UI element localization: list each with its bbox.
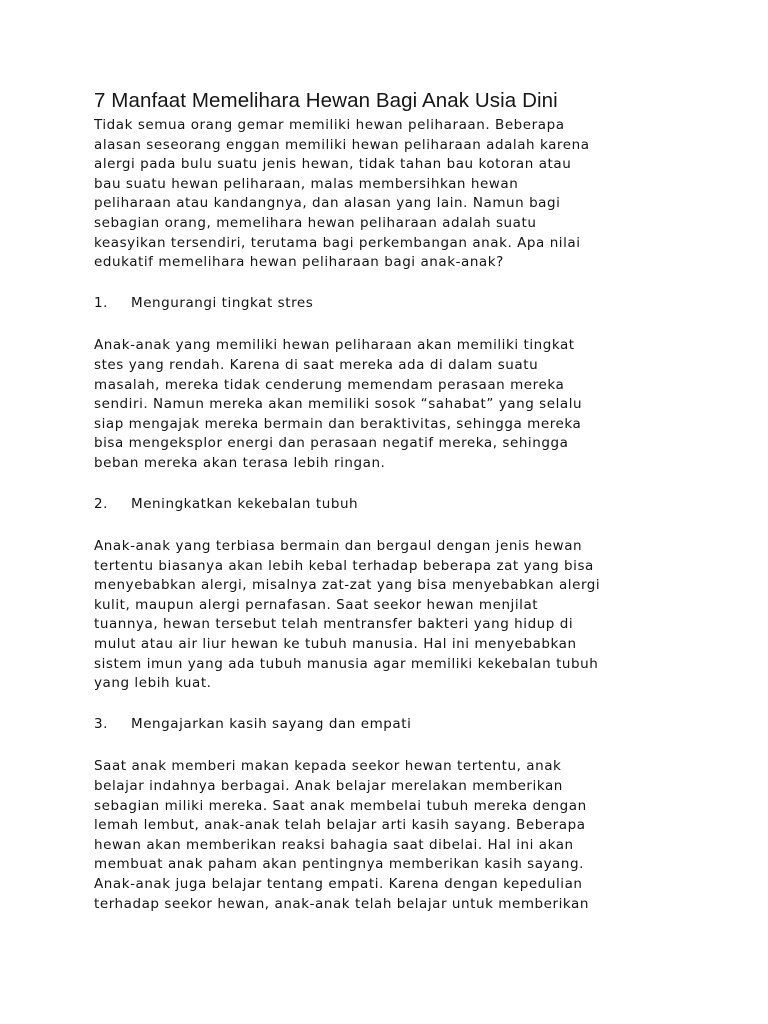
text-line: lemah lembut, anak-anak telah belajar arti kasih sayang. Beberapa: [94, 817, 586, 834]
text-line: sebagian orang, memelihara hewan peliharaan adalah suatu: [94, 214, 537, 231]
section-heading: [94, 294, 678, 314]
text-line: keasyikan tersendiri, terutama bagi perkembangan anak. Apa nilai: [94, 234, 581, 251]
section-heading-text: Mengajarkan kasih sayang dan empati: [131, 715, 412, 732]
text-line: kulit, maupun alergi pernafasan. Saat seekor hewan menjilat: [94, 596, 539, 613]
text-line: menyebabkan alergi, misalnya zat-zat yang bisa menyebabkan alergi: [94, 577, 601, 594]
text-line: bau suatu hewan peliharaan, malas membersihkan hewan: [94, 175, 519, 192]
text-line: sendiri. Namun mereka akan memiliki sosok “sahabat” yang selalu: [94, 396, 583, 413]
section-paragraph: [94, 757, 678, 914]
text-line: hewan akan memberikan reaksi bahagia saat dibelai. Hal ini akan: [94, 836, 574, 853]
section-number: 2.: [94, 495, 108, 512]
text-line: siap mengajak mereka bermain dan beraktivitas, sehingga mereka: [94, 415, 582, 432]
section-heading: [94, 495, 678, 515]
text-line: peliharaan atau kandangnya, dan alasan yang lain. Namun bagi: [94, 195, 561, 212]
text-line: belajar indahnya berbagai. Anak belajar merelakan memberikan: [94, 778, 563, 795]
section-heading: [94, 715, 678, 735]
text-line: Anak-anak yang memiliki hewan peliharaan akan memiliki tingkat: [94, 337, 575, 354]
text-line: Tidak semua orang gemar memiliki hewan peliharaan. Beberapa: [94, 117, 565, 133]
section-heading-text: Mengurangi tingkat stres: [131, 294, 314, 311]
text-line: bisa mengeksplor energi dan perasaan negatif mereka, sehingga: [94, 435, 569, 452]
text-line: mulut atau air liur hewan ke tubuh manusia. Hal ini menyebabkan: [94, 636, 577, 653]
text-line: edukatif memelihara hewan peliharaan bagi anak-anak?: [94, 254, 504, 271]
document-title: 7 Manfaat Memelihara Hewan Bagi Anak Usia Dini: [94, 89, 558, 112]
text-line: alasan seseorang enggan memiliki hewan peliharaan adalah karena: [94, 136, 590, 153]
text-line: beban mereka akan terasa lebih ringan.: [94, 454, 386, 471]
section-number: 3.: [94, 715, 108, 732]
intro-paragraph: [94, 116, 678, 273]
section-paragraph: [94, 537, 678, 694]
text-line: Saat anak memberi makan kepada seekor hewan tertentu, anak: [94, 758, 562, 775]
text-line: sistem imun yang ada tubuh manusia agar memiliki kekebalan tubuh: [94, 655, 599, 672]
text-line: masalah, mereka tidak cenderung memendam perasaan mereka: [94, 376, 565, 393]
section-paragraph: [94, 336, 678, 473]
text-line: sebagian miliki mereka. Saat anak membelai tubuh mereka dengan: [94, 797, 587, 814]
text-line: tertentu biasanya akan lebih kebal terhadap beberapa zat yang bisa: [94, 557, 594, 574]
text-line: tuannya, hewan tersebut telah mentransfer bakteri yang hidup di: [94, 616, 574, 633]
text-line: Anak-anak yang terbiasa bermain dan bergaul dengan jenis hewan: [94, 538, 583, 555]
text-line: alergi pada bulu suatu jenis hewan, tidak tahan bau kotoran atau: [94, 156, 572, 173]
text-line: yang lebih kuat.: [94, 675, 212, 692]
text-line: Anak-anak juga belajar tentang empati. Karena dengan kepedulian: [94, 876, 583, 892]
text-line: stes yang rendah. Karena di saat mereka ada di dalam suatu: [94, 356, 539, 373]
section-heading-text: Meningkatkan kekebalan tubuh: [131, 495, 359, 512]
section-number: 1.: [94, 294, 108, 311]
text-line: membuat anak paham akan pentingnya memberikan kasih sayang.: [94, 856, 584, 873]
text-line: terhadap seekor hewan, anak-anak telah belajar untuk memberikan: [94, 895, 589, 912]
